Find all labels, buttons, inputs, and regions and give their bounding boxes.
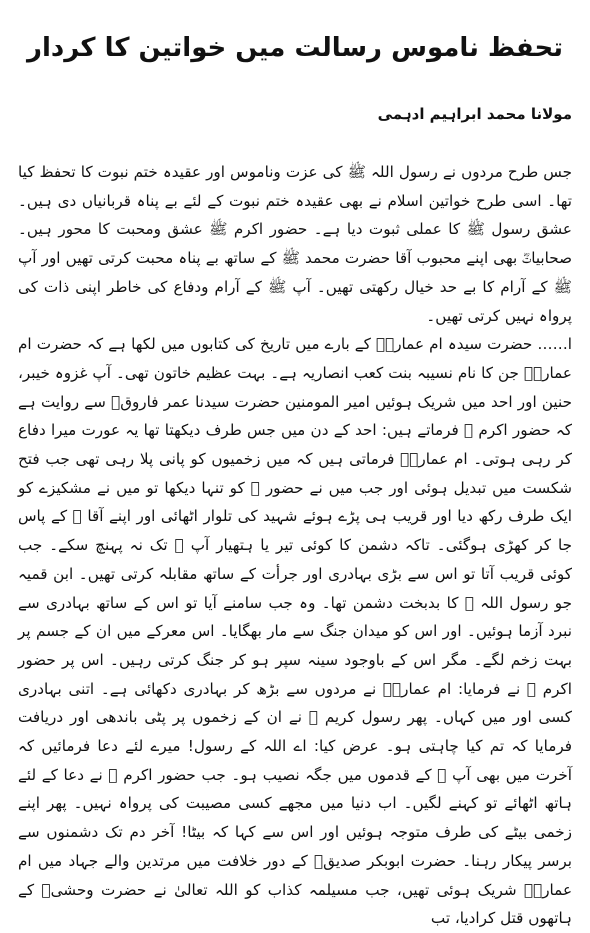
article-author: مولانا محمد ابراہیم ادہمی [377, 105, 572, 123]
article-paragraph-2: ا…… حضرت سیدہ ام عمارہؓ کے بارے میں تاریخ کی کتابوں میں لکھا ہے کہ حضرت ام عمارہؓ جن کا نام نسیبہ بنت کعب انصاریہ ہے۔ بہت عظیم خاتون تھی۔ آپ غزوہ خیبر، حنین اور احد میں شریک ہوئیں امیر المومنین حضرت سیدنا عمر فاروقؓ سے روایت ہے کہ حضور اکرم ﷺ فرماتے ہیں: احد کے دن میں جس طرف دیکھتا تھا یہ عورت میرا دفاع کر رہی ہوتی۔ ام عمارہؓ فرماتی ہیں کہ میں زخمیوں کو پانی پلا رہی تھی جب فتح شکست میں تبدیل ہوئی اور جب میں نے حضور ﷺ کو تنہا دیکھا تو میں نے مشکیزے کو ایک طرف رکھ دیا اور قریب ہی پڑے ہوئے شہید کی تلوار اٹھائی اور اپنے آقا ﷺ کے پاس جا کر کھڑی ہوگئی۔ تاکہ دشمن کا کوئی تیر یا ہتھیار آپ ﷺ تک نہ پہنچ سکے۔ جب کوئی قریب آتا تو اس سے بڑی بہادری اور جرأت کے ساتھ مقابلہ کرتی تھیں۔ ابن قمیہ جو رسول اللہ ﷺ کا بدبخت دشمن تھا۔ وہ جب سامنے آیا تو اس کے ساتھ بہادری سے نبرد آزما ہوئیں۔ اور اس کو میدان جنگ سے مار بھگایا۔ اس معرکے میں ان کے جسم پر بہت زخم لگے۔ مگر اس کے باوجود سینہ سپر ہو کر جنگ کرتی رہیں۔ اس پر حضور اکرم ﷺ نے فرمایا: ام عمارہؓ نے مردوں سے بڑھ کر بہادری دکھائی ہے۔ اتنی بہادری کسی اور میں کہاں۔ پھر رسول کریم ﷺ نے ان کے زخموں پر پٹی باندھی اور دریافت فرمایا کہ تم کیا چاہتی ہو۔ عرض کیا: اے اللہ کے رسول! میرے لئے دعا فرمائیں کہ آخرت میں بھی آپ ﷺ کے قدموں میں جگہ نصیب ہو۔ جب حضور اکرم ﷺ نے دعا کے لئے ہاتھ اٹھائے تو کہنے لگیں۔ اب دنیا میں مجھے کسی مصیبت کی پرواہ نہیں۔ پھر اپنے زخمی بیٹے کی طرف متوجہ ہوئیں اور اس سے کہا کہ بیٹا! آخر دم تک دشمنوں سے برسر پیکار رہنا۔ حضرت ابوبکر صدیقؓ کے دور خلافت میں مرتدین والے جہاد میں ام عمارہؓ شریک ہوئی تھیں، جب مسیلمہ کذاب کو اللہ تعالیٰ نے حضرت وحشیؓ کے ہاتھوں قتل کرادیا، تب [18, 335, 572, 928]
article-paragraph-1: جس طرح مردوں نے رسول اللہ ﷺ کی عزت وناموس اور عقیدہ ختم نبوت کا تحفظ کیا تھا۔ اسی طرح خواتین اسلام نے بھی عقیدہ ختم نبوت کے لئے بے پناہ قربانیاں دی ہیں۔ عشق رسول ﷺ کا عملی ثبوت دیا ہے۔ حضور اکرم ﷺ عشق ومحبت کا محور ہیں۔ صحابیاتؓ بھی اپنے محبوب آقا حضرت محمد ﷺ کے ساتھ بے پناہ محبت کرتی تھیں اور آپ ﷺ کے آرام کا بے حد خیال رکھتی تھیں۔ آپ ﷺ کے آرام ودفاع کی خاطر اپنی ذات کی پرواہ نہیں کرتی تھیں۔ [18, 163, 572, 325]
article-body [18, 158, 572, 933]
article-title: تحفظ ناموس رسالت میں خواتین کا کردار [27, 33, 563, 63]
